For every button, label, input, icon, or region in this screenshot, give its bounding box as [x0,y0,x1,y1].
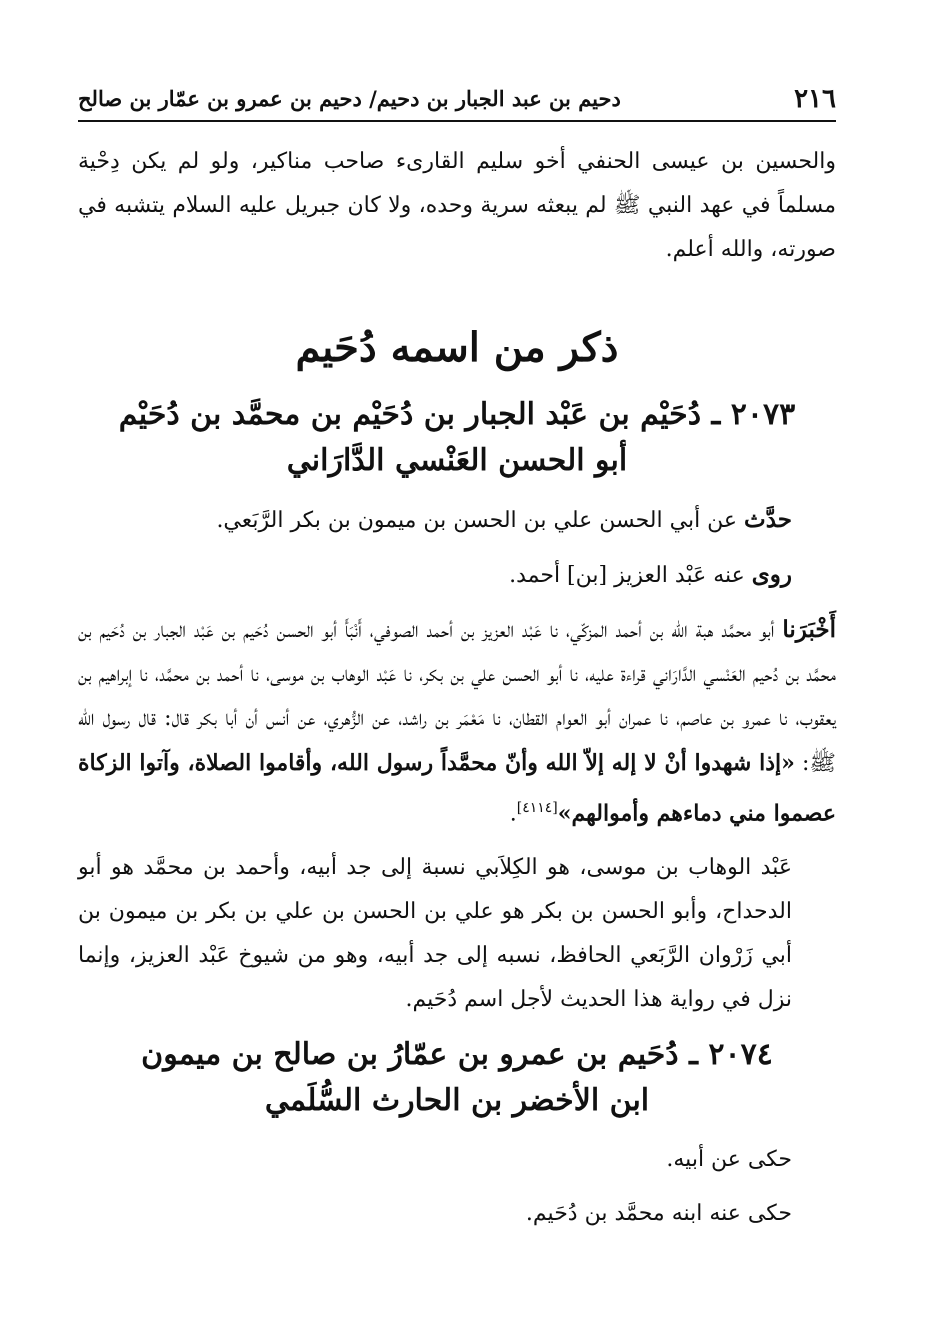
hadith-text: «إذا شهدوا أنْ لا إله إلاّ الله وأنّ محمَّداً رسول الله، وأقاموا الصلاة، وآتوا الزكاة عصموا مني دماءهم وأموالهم» [78,750,836,827]
section-title: ذكر من اسمه دُحَيم [295,324,619,371]
rawa-lead: روى [751,561,792,588]
header-rule [78,120,836,122]
akhbarana-lead: أَخْبَرَنا [782,616,836,643]
entry-2073-title [78,392,836,484]
entry-2074-title-line1: ٢٠٧٤ ـ دُحَيم بن عمرو بن عمّارُ بن صالح بن ميمون [141,1037,773,1073]
entry-2073-commentary: عَبْد الوهاب بن موسى، هو الكِلاَبي نسبة إلى جد أبيه، وأحمد بن محمَّد هو أبو الدحداح، وأبو الحسن بن بكر هو علي بن الحسن بن علي بن بكر بن ميمون بن أبي زَرْوان الرَّبَعي الحافظ، نسبه إلى جد أبيه، وهو من شيوخ عَبْد العزيز، وإنما نزل في رواية هذا الحديث لأجل اسم دُحَيم. [78,855,792,1013]
entry-2074-line2: حكى عنه ابنه محمَّد بن دُحَيم. [525,1201,792,1227]
page-number: ٢١٦ [794,84,836,114]
entry-2073-isnad: أَخْبَرَنا أبو محمَّد هبة الله بن أحمد المزكّي، نا عَبْد العزيز بن أحمد الصوفي، أَنْبَأَ أبو الحسن دُحَيم بن عَبْد الجبار بن دُحَيم بن محمَّد بن دُحيم العَنْسي الدَّارَاني قراءة عليه، نا أبو الحسن علي بن بكر، نا عَبْد الوهاب بن موسى، نا أحمد بن محمَّد، نا إبراهيم بن يعقوب، نا عمرو بن عاصم، نا عمران أبو العوام القطان، نا مَعْمَر بن راشد، عن الزُّهري، عن أنس أن أبا بكر قال: قال رسول الله ﷺ: «إذا شهدوا أنْ لا إله إلاّ الله وأنّ محمَّداً رسول الله، وأقاموا الصلاة، وآتوا الزكاة عصموا مني دماءهم وأموالهم»[٤١١٤]. [78,616,836,827]
entry-2073-title-line2: أبو الحسن العَنْسي الدَّارَاني [286,443,628,478]
entry-2074-title-line2: ابن الأخضر بن الحارث السُّلَمي [264,1083,650,1119]
page-body [78,140,836,1246]
hadith-reference: [٤١١٤] [516,800,558,816]
entry-2074-line1: حكى عن أبيه. [666,1147,792,1173]
running-head: دحيم بن عبد الجبار بن دحيم/ دحيم بن عمرو بن عمّار بن صالح [78,86,621,111]
entry-2073-hadath [78,498,836,543]
hadath-lead: حدَّث [744,506,792,533]
rawa-text: عنه عَبْد العزيز [بن] أحمد. [509,563,752,588]
entry-2073-title-line1: ٢٠٧٣ ـ دُحَيْم بن عَبْد الجبار بن دُحَيْم بن محمَّد بن دُحَيْم [118,397,796,432]
hadath-text: عن أبي الحسن علي بن الحسن بن ميمون بن بكر الرَّبَعي. [216,508,745,533]
entry-2073-rawa [78,553,836,598]
intro-paragraph: والحسين بن عيسى الحنفي أخو سليم القارىء صاحب مناكير، ولو لم يكن دِحْية مسلماً في عهد النبي ﷺ لم يبعثه سرية وحده، ولا كان جبريل عليه السلام يتشبه في صورته، والله أعلم. [78,149,836,262]
isnad-text: أبو محمَّد هبة الله بن أحمد المزكّي، نا عَبْد العزيز بن أحمد الصوفي، أَنْبَأَ أبو الحسن دُحَيم بن عَبْد الجبار بن دُحَيم بن محمَّد بن دُحيم العَنْسي الدَّارَاني قراءة عليه، نا أبو الحسن علي بن بكر، نا عَبْد الوهاب بن موسى، نا أحمد بن محمَّد، نا إبراهيم بن يعقوب، نا عمرو بن عاصم، نا عمران أبو العوام القطان، نا مَعْمَر بن راشد، عن الزُّهري، عن أنس أن أبا بكر قال: قال رسول الله ﷺ: [78,618,836,776]
page-header [78,80,836,120]
entry-2074-title [78,1032,836,1124]
